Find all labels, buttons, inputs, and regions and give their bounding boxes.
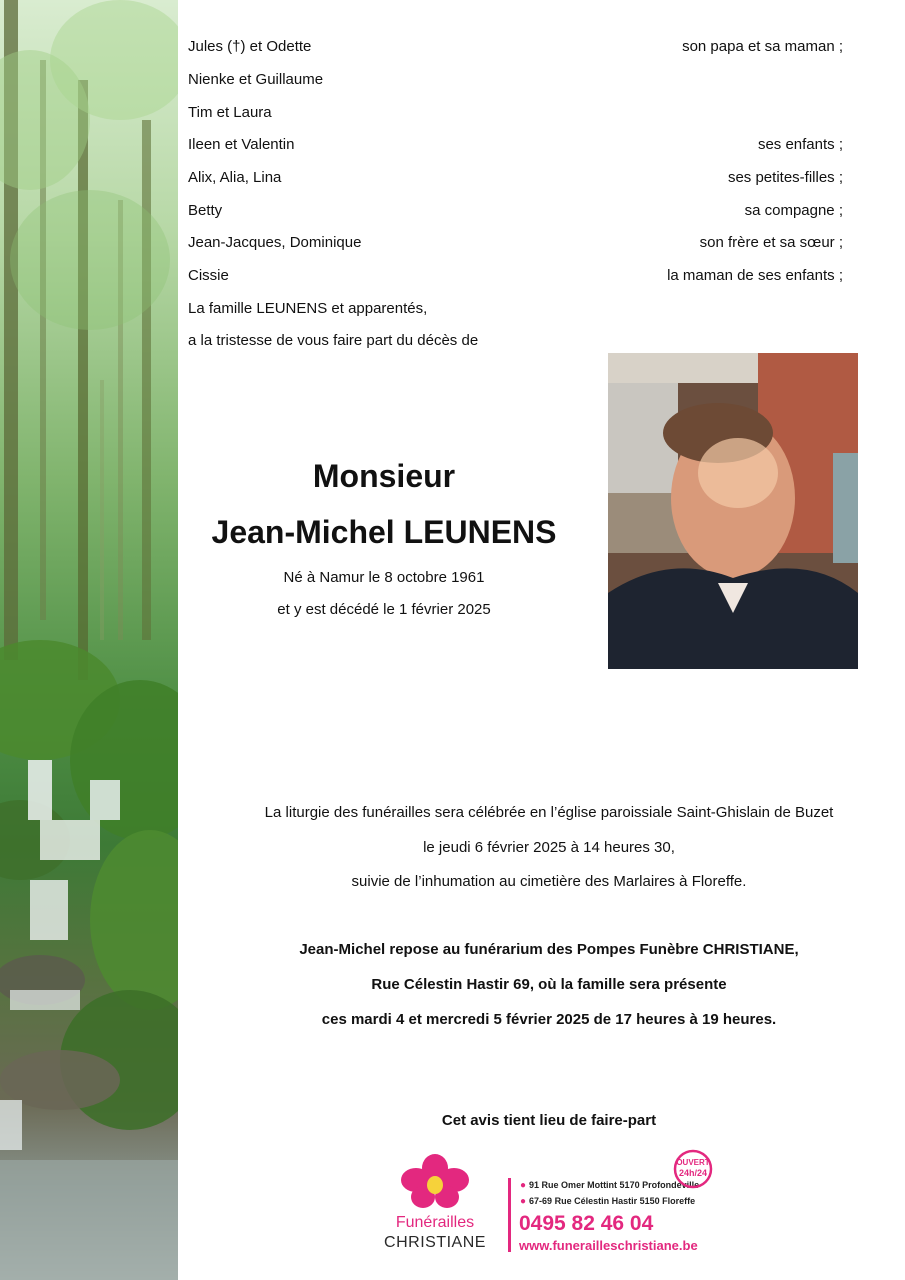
- family-name: Alix, Alia, Lina: [188, 169, 282, 186]
- birth-line: Né à Namur le 8 octobre 1961: [283, 569, 485, 586]
- forest-stream-image: [0, 0, 178, 1280]
- address-text: 67-69 Rue Célestin Hastir 5150 Floreffe: [529, 1196, 696, 1206]
- family-name: Nienke et Guillaume: [188, 71, 324, 88]
- ceremony-location-line: La liturgie des funérailles sera célébrée en l’église paroissiale Saint-Ghislain de Buzet: [264, 804, 834, 821]
- family-row: [188, 38, 843, 62]
- family-relation: son papa et sa maman ;: [682, 38, 843, 55]
- notice-line: Cet avis tient lieu de faire-part: [441, 1112, 657, 1129]
- visitation-address-line: Rue Célestin Hastir 69, où la famille sera présente: [371, 976, 727, 993]
- family-row: [188, 234, 843, 258]
- family-relation: son frère et sa sœur ;: [699, 234, 843, 251]
- deceased-name: Jean-Michel LEUNENS: [211, 514, 557, 550]
- address-text: 91 Rue Omer Mottint 5170 Profondeville: [529, 1180, 700, 1190]
- footer-divider: [508, 1178, 511, 1252]
- family-name: Jules (†) et Odette: [188, 38, 312, 55]
- family-row: [188, 169, 843, 193]
- location-pin-icon: ●: [520, 1196, 527, 1207]
- family-row: [188, 136, 843, 160]
- family-relation: ses enfants ;: [757, 136, 843, 153]
- intro-announcement-line: a la tristesse de vous faire part du décès de: [188, 332, 479, 349]
- portrait-photo: [608, 353, 858, 669]
- logo-text-funerailles: Funérailles: [395, 1214, 475, 1231]
- family-name: Tim et Laura: [188, 104, 272, 121]
- open-24h-badge-icon: [672, 1148, 714, 1190]
- badge-open-text: OUVERT: [676, 1158, 710, 1167]
- family-name: Ileen et Valentin: [188, 136, 295, 153]
- badge-hours-text: 24h/24: [678, 1168, 708, 1178]
- logo-text-christiane: CHRISTIANE: [384, 1234, 486, 1251]
- family-name: Jean-Jacques, Dominique: [188, 234, 362, 251]
- visitation-hours-line: ces mardi 4 et mercredi 5 février 2025 de 17 heures à 19 heures.: [321, 1011, 777, 1028]
- family-relation: la maman de ses enfants ;: [667, 267, 843, 284]
- visitation-place-line: Jean-Michel repose au funérarium des Pompes Funèbre CHRISTIANE,: [299, 941, 799, 958]
- family-name: Betty: [188, 202, 223, 219]
- ceremony-date-line: le jeudi 6 février 2025 à 14 heures 30,: [423, 839, 675, 856]
- address-floreffe: [520, 1196, 695, 1207]
- death-line: et y est décédé le 1 février 2025: [277, 601, 491, 618]
- family-row: [188, 71, 843, 95]
- intro-family-line: La famille LEUNENS et apparentés,: [188, 300, 428, 317]
- location-pin-icon: ●: [520, 1180, 527, 1191]
- website-link[interactable]: www.funerailleschristiane.be: [519, 1238, 698, 1253]
- family-row: [188, 104, 843, 128]
- family-relation: ses petites-filles ;: [727, 169, 843, 186]
- burial-line: suivie de l’inhumation au cimetière des Marlaires à Floreffe.: [351, 873, 747, 890]
- family-relation: sa compagne ;: [744, 202, 843, 219]
- deceased-title: Monsieur: [312, 458, 456, 494]
- family-row: [188, 202, 843, 226]
- phone-number[interactable]: 0495 82 46 04: [519, 1212, 654, 1235]
- family-name: Cissie: [188, 267, 229, 284]
- family-row: [188, 267, 843, 291]
